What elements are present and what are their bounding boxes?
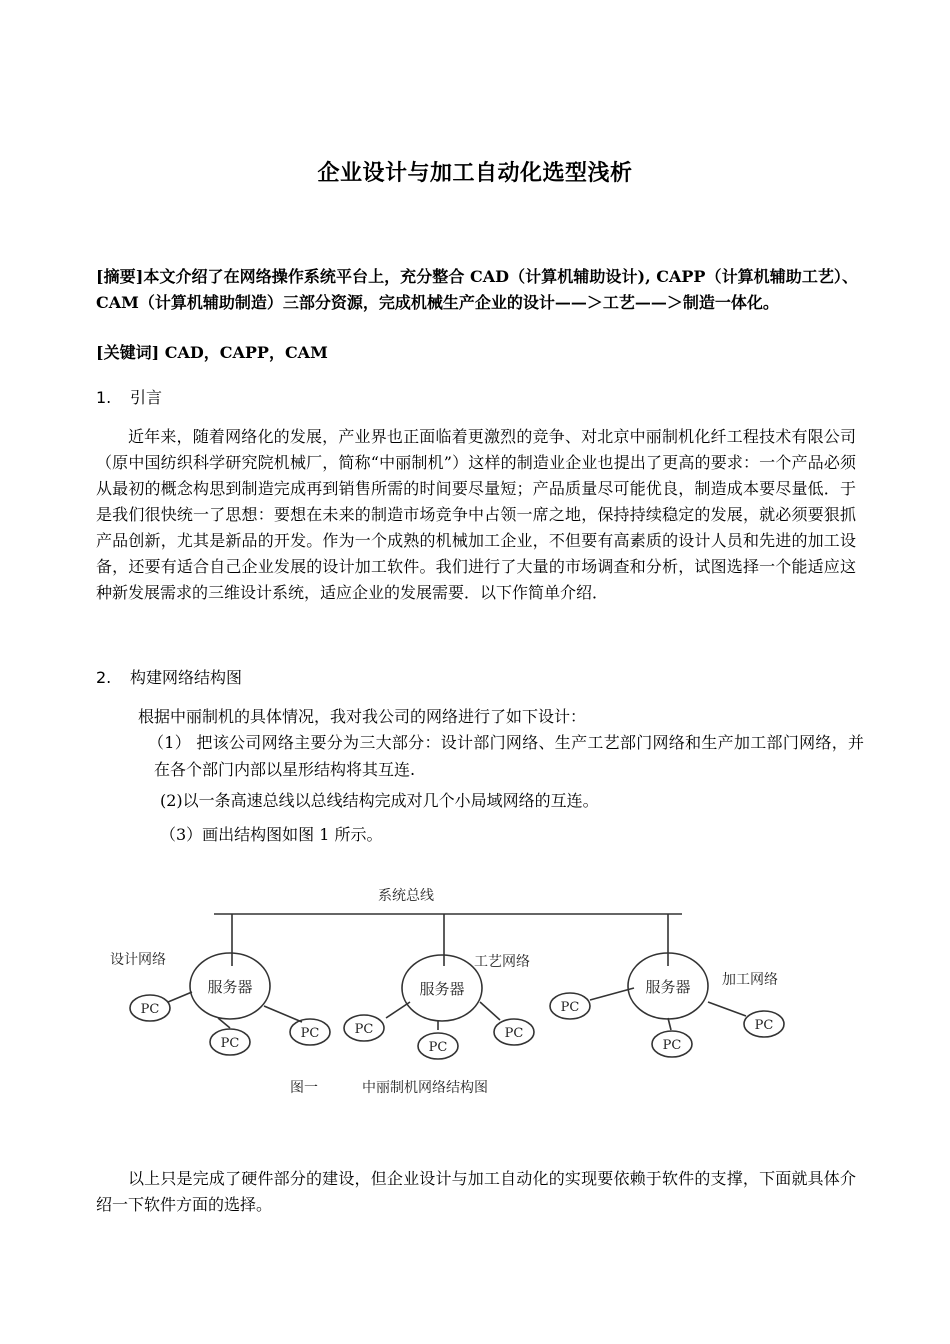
link	[264, 1006, 302, 1022]
section-2-heading	[96, 666, 858, 690]
link	[168, 992, 192, 1002]
pc-label: PC	[662, 1038, 682, 1053]
link	[668, 1018, 671, 1030]
list-item-1: （1） 把该公司网络主要分为三大部分：设计部门网络、生产工艺部门网络和生产加工部门网络，并在各个部门内部以星形结构将其互连.	[148, 733, 864, 779]
pc-label: PC	[220, 1036, 240, 1051]
pc-label: PC	[560, 1000, 580, 1015]
link	[480, 1002, 500, 1020]
pc-label: PC	[428, 1040, 448, 1055]
section-2-number: 2.	[96, 668, 112, 687]
pc-label: PC	[140, 1002, 160, 1017]
figure-caption-number: 图一	[290, 1080, 318, 1096]
list-item-2: (2)以一条高速总线以总线结构完成对几个小局域网络的互连。	[160, 791, 599, 810]
pc-label: PC	[300, 1026, 320, 1041]
section-1-title: 引言	[130, 388, 163, 407]
section-2-title: 构建网络结构图	[130, 668, 243, 687]
abstract: [摘要]本文介绍了在网络操作系统平台上，充分整合 CAD（计算机辅助设计), CAPP（计算机辅助工艺）、CAM（计算机辅助制造）三部分资源，完成机械生产企业的设计——＞工艺——＞制造一体化。	[96, 267, 858, 312]
closing-paragraph: 以上只是完成了硬件部分的建设，但企业设计与加工自动化的实现要依赖于软件的支撑，下面就具体介绍一下软件方面的选择。	[96, 1169, 856, 1214]
pc-label: PC	[504, 1026, 524, 1041]
link	[590, 988, 634, 1000]
keywords: [关键词] CAD，CAPP，CAM	[96, 343, 328, 362]
list-item-3: （3）画出结构图如图 1 所示。	[160, 825, 383, 844]
server-label: 服务器	[419, 980, 465, 998]
pc-label: PC	[754, 1018, 774, 1033]
server-label: 服务器	[207, 978, 253, 996]
network-diagram	[96, 866, 856, 1116]
section-1-heading	[96, 386, 858, 410]
figure-caption-text: 中丽制机网络结构图	[362, 1080, 488, 1096]
bus-label: 系统总线	[378, 888, 434, 904]
section-1-paragraph: 近年来，随着网络化的发展，产业界也正面临着更激烈的竞争、对北京中丽制机化纤工程技术有限公司（原中国纺织科学研究院机械厂，简称“中丽制机”）这样的制造业企业也提出了更高的要求：一个产品必须从最初的概念构思到制造完成再到销售所需的时间要尽量短；产品质量尽可能优良，制造成本要尽量低．于是我们很快统一了思想：要想在未来的制造市场竞争中占领一席之地，保持持续稳定的发展，就必须要狠抓产品创新，尤其是新品的开发。作为一个成熟的机械加工企业，不但要有高素质的设计人员和先进的加工设备，还要有适合自己企业发展的设计加工软件。我们进行了大量的市场调查和分析，试图选择一个能适应这种新发展需求的三维设计系统，适应企业的发展需要．以下作简单介绍．	[96, 427, 856, 602]
server-label: 服务器	[645, 978, 691, 996]
section-2-intro: 根据中丽制机的具体情况，我对我公司的网络进行了如下设计：	[138, 707, 587, 726]
section-1-number: 1.	[96, 388, 112, 407]
network-label-process: 工艺网络	[474, 954, 530, 970]
network-label-design: 设计网络	[110, 952, 166, 968]
network-label-machining: 加工网络	[722, 972, 778, 988]
link	[708, 1002, 746, 1016]
document-title: 企业设计与加工自动化选型浅析	[317, 161, 633, 186]
pc-label: PC	[354, 1022, 374, 1037]
